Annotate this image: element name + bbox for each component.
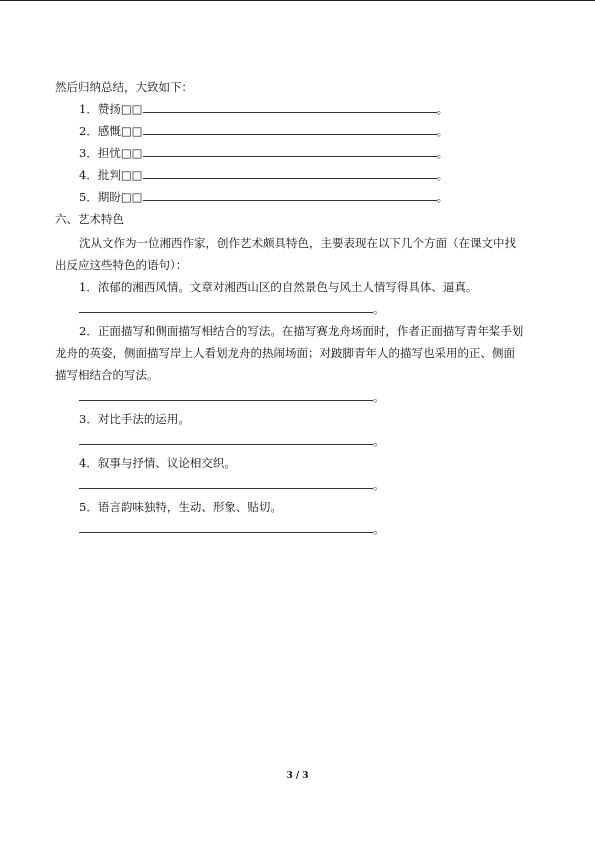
section-title: 六、艺术特色 <box>55 212 124 226</box>
section-intro-line-1: 沈从文作为一位湘西作家，创作艺术颇具特色，主要表现在以下几个方面（在课文中找 <box>79 236 516 250</box>
answer-blank[interactable] <box>143 102 437 113</box>
summary-item-label: 1．赞扬□□ <box>79 102 143 116</box>
feature-4-answer <box>79 478 385 492</box>
section-intro-line-2: 出反应这些特色的语句）： <box>55 258 188 272</box>
feature-1: 1．浓郁的湘西风情。文章对湘西山区的自然景色与风土人情写得具体、逼真。 <box>79 280 478 294</box>
feature-3: 3．对比手法的运用。 <box>79 412 190 426</box>
answer-blank[interactable] <box>79 302 373 313</box>
summary-item-label: 4．批判□□ <box>79 168 143 182</box>
answer-blank[interactable] <box>79 478 373 489</box>
answer-blank[interactable] <box>79 522 373 533</box>
answer-blank[interactable] <box>143 168 437 179</box>
feature-1-answer <box>79 302 385 316</box>
period: 。 <box>373 478 385 492</box>
answer-blank[interactable] <box>79 434 373 445</box>
answer-blank[interactable] <box>79 390 373 401</box>
answer-blank[interactable] <box>143 146 437 157</box>
summary-item-label: 3．担忧□□ <box>79 146 143 160</box>
page-number: 3 / 3 <box>286 771 309 781</box>
feature-5: 5．语言韵味独特，生动、形象、贴切。 <box>79 500 282 514</box>
intro-text: 然后归纳总结，大致如下： <box>55 80 193 94</box>
period: 。 <box>436 124 449 138</box>
summary-item-2 <box>79 124 448 138</box>
summary-item-1 <box>79 102 448 116</box>
feature-2-line-2: 龙舟的英姿，侧面描写岸上人看划龙舟的热闹场面；对跛脚青年人的描写也采用的正、侧面 <box>55 346 515 360</box>
period: 。 <box>373 390 385 404</box>
summary-item-label: 2．感慨□□ <box>79 124 143 138</box>
answer-blank[interactable] <box>143 124 437 135</box>
period: 。 <box>436 146 449 160</box>
feature-4: 4．叙事与抒情、议论相交织。 <box>79 456 236 470</box>
period: 。 <box>373 434 385 448</box>
summary-item-label: 5．期盼□□ <box>79 190 143 204</box>
period: 。 <box>373 522 385 536</box>
period: 。 <box>436 190 449 204</box>
answer-blank[interactable] <box>143 190 437 201</box>
feature-5-answer <box>79 522 385 536</box>
feature-2-line-1: 2．正面描写和侧面描写相结合的写法。在描写赛龙舟场面时，作者正面描写青年桨手划 <box>79 324 524 338</box>
summary-item-3 <box>79 146 448 160</box>
feature-3-answer <box>79 434 385 448</box>
feature-2-line-3: 描写相结合的写法。 <box>55 368 159 382</box>
header-rule <box>0 0 595 1</box>
period: 。 <box>436 102 449 116</box>
period: 。 <box>436 168 449 182</box>
period: 。 <box>373 302 385 316</box>
summary-item-4 <box>79 168 448 182</box>
feature-2-answer <box>79 390 385 404</box>
summary-item-5 <box>79 190 448 204</box>
